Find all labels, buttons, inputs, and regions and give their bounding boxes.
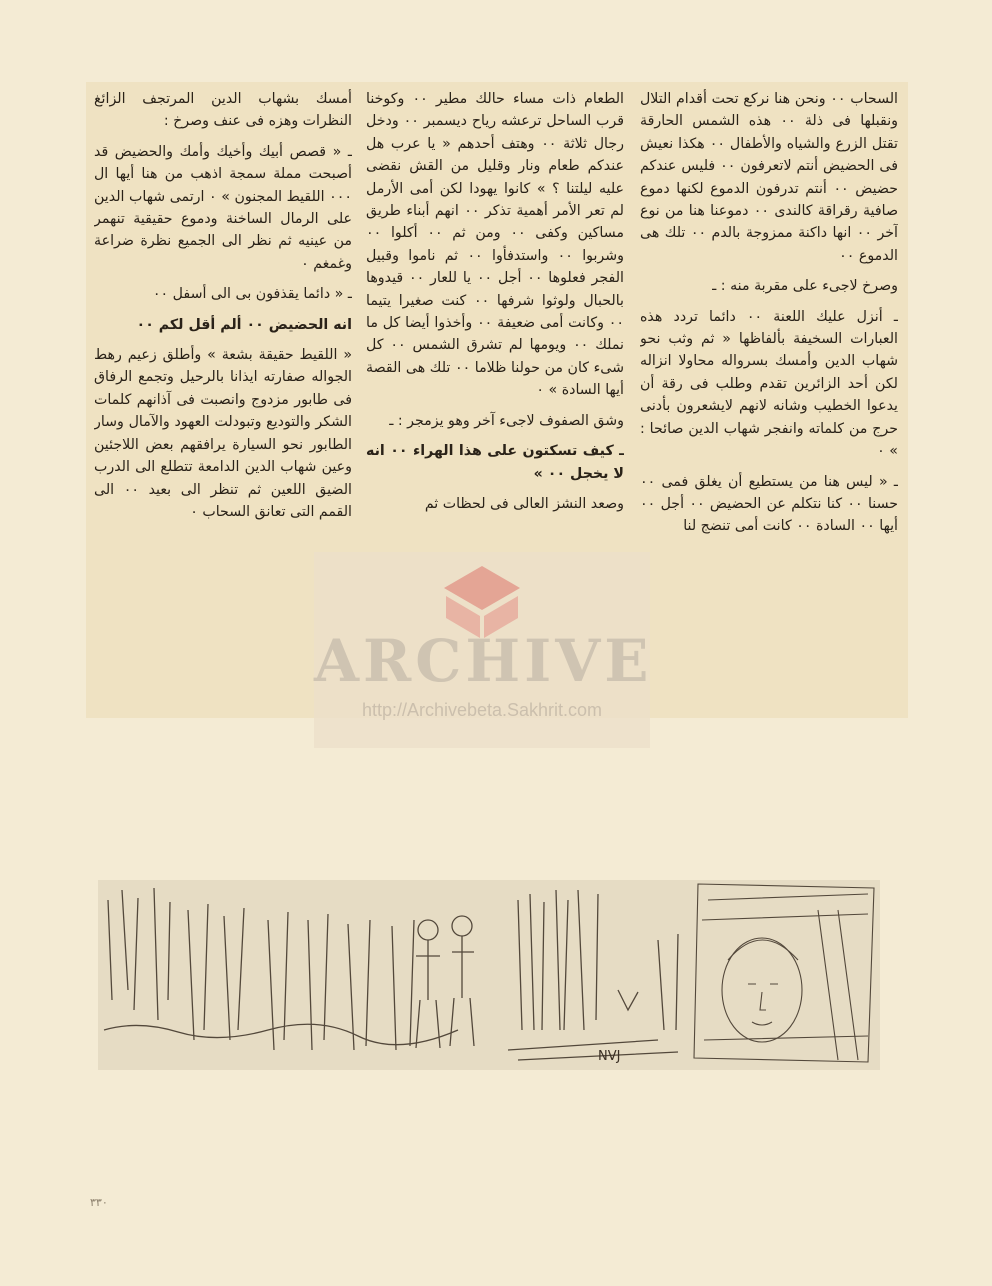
paragraph: وصعد النشز العالى فى لحظات ثم [424,495,624,512]
page-number: ٣٣٠ [90,1196,108,1209]
artist-signature: NVJ [598,1049,621,1064]
paragraph: أمسك بشهاب الدين المرتجف الزائغ النظرات وهزه فى عنف وصرخ : [94,91,352,130]
paragraph: وشق الصفوف لاجىء آخر وهو يزمجر : ـ [389,412,624,429]
paragraph: الطعام ذات مساء حالك مطير ٠٠ وكوخنا قرب الساحل ترعشه رياح ديسمبر ٠٠ ودخل رجال ثلاثة ٠٠ وهتف أحدهم « يا عرب هل عندكم طعام ونار وقليل من القش نقضى عليه ليلتنا ؟ » كانوا يهودا لكن أمى الأرمل لم تعر الأمر أهمية تذكر ٠٠ انهم أبناء طريق مساكين وكفى ٠٠ ومن ثم ٠٠ أكلوا ٠٠ وشربوا ٠٠ واستدفأوا ٠٠ ثم ناموا وقبيل الفجر فعلوها ٠٠ أجل ٠٠ يا للعار ٠٠ قيدوها بالحبال ولوثوا شرفها ٠٠ كنت صغيرا يتيما ٠٠ وكانت أمى ضعيفة ٠٠ وأخذوا أيضا كل ما نملك ٠٠ ويومها لم تشرق الشمس ٠٠ كل شىء كان من حولنا ظلاما ٠٠ تلك هى القصة أيها السادة » ٠ [366,91,624,399]
refugee-sketch-image [98,880,880,1070]
paragraph: ـ « ليس هنا من يستطيع أن يغلق فمى ٠٠ حسنا ٠٠ كنا نتكلم عن الحضيض ٠٠ أجل ٠٠ أيها ٠٠ السادة ٠٠ كانت أمى تنضج لنا [640,473,898,535]
paragraph: وصرخ لاجىء على مقربة منه : ـ [712,278,898,295]
paragraph: ـ « قصص أبيك وأخيك وأمك والحضيض قد أصبحت مملة سمجة اذهب من هنا أيها ال ٠٠٠ اللقيط المجنون » ٠ ارتمى شهاب الدين على الرمال الساخنة ودموع حقيقية تنهمر من عينيه ثم نظر الى الجميع نظرة ضراعة وغمغم ٠ [94,143,352,272]
paragraph: ـ أنزل عليك اللعنة ٠٠ دائما تردد هذه العبارات السخيفة بألفاظها « ثم وثب نحو شهاب الدين وأمسك بسرواله محاولا انزاله لكن أحد الزائرين تقدم وطلب فى رقة أن يدعوا الخطيب وشانه لانهم لايشعرون بأدنى حرج من كلماته وانفجر شهاب الدين صائحا : » ٠ [640,308,898,460]
sketch-illustration [98,880,880,1070]
paragraph: السحاب ٠٠ ونحن هنا نركع تحت أقدام التلال ونقبلها فى ذلة ٠٠ هذه الشمس الحارقة تقتل الزرع والشياه والأطفال ٠٠ هكذا نعيش فى الحضيض أنتم لاتعرفون ٠٠ فليس عندكم حضيض ٠٠ أنتم تدرفون الدموع لكنها دموع صافية رقراقة كالندى ٠٠ دموعنا هنا من نوع آخر ٠٠ انها داكنة ممزوجة بالدم ٠٠ تلك هى الدموع ٠٠ [640,91,898,264]
paragraph: ـ كيف تسكتون على هذا الهراء ٠٠ انه لا يخجل ٠٠ » [366,443,624,482]
paragraph: انه الحضيض ٠٠ ألم أقل لكم ٠٠ [136,316,352,333]
archive-watermark [314,552,653,748]
paragraph: ـ « دائما يقذفون بى الى أسفل ٠٠ [152,286,352,303]
article-column-right [640,88,898,712]
watermark-title: ARCHIVE [314,627,653,695]
watermark-url: http://Archivebeta.Sakhrit.com [361,700,603,720]
paragraph: « اللقيط حقيقة بشعة » وأطلق زعيم رهط الجواله صفارته ايذانا بالرحيل وتجمع الرفاق فى طابور مزدوج وانصبت فى آذانهم كلمات الشكر والتوديع وتبودلت العهود والآمال وسار الطابور نحو السيارة يرافقهم بعض اللاجئين وعين شهاب الدين الدامعة تتطلع الى الدرب الضيق اللعين ثم تنظر الى بعيد ٠٠ الى القمم التى تعانق السحاب ٠ [94,347,352,520]
